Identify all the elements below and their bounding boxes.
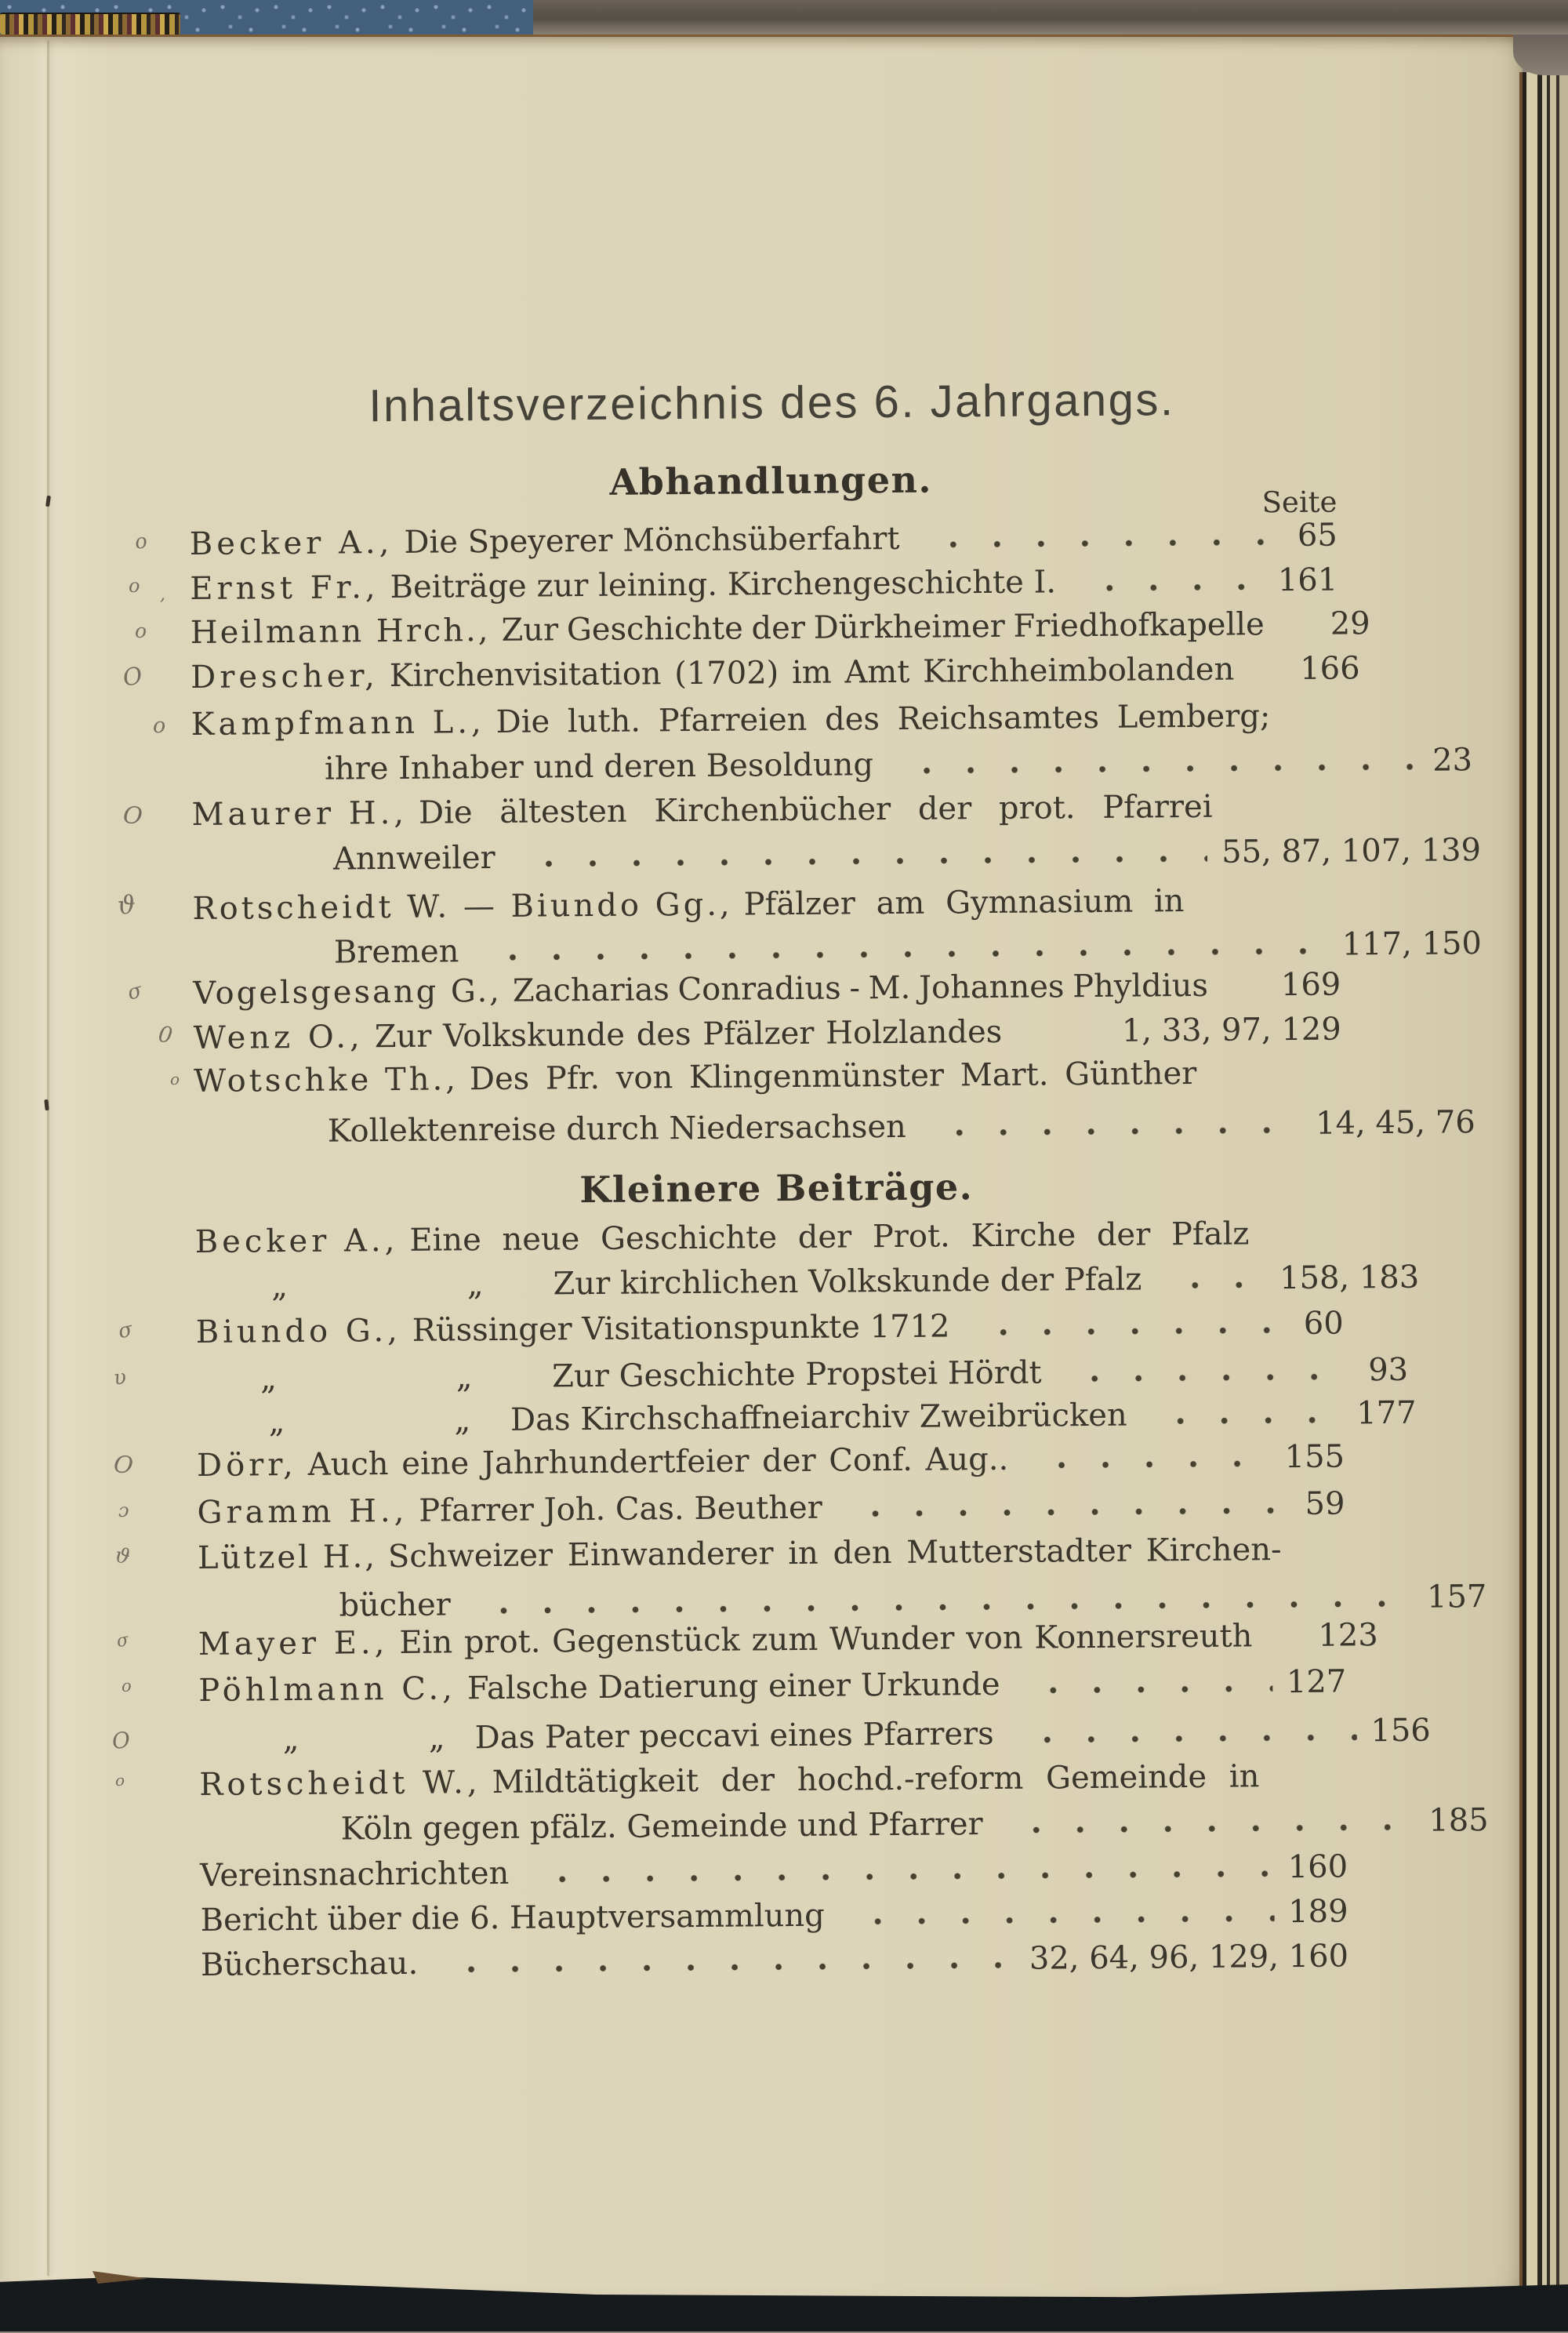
toc-title-text: Pfälzer am Gymnasium in [743,883,1185,923]
section-heading: Kleinere Beiträge. [579,1165,974,1212]
pencil-mark: O [121,662,145,692]
toc-author: Gramm H., [197,1492,408,1531]
toc-line [198,1663,1346,1708]
toc-author: Drescher, [190,658,379,696]
leader-dots [970,1326,1289,1336]
leader-dots [1029,1459,1270,1469]
leader-dots [1076,583,1264,592]
pencil-mark: O [112,1450,135,1481]
leader-dots [438,1961,1015,1974]
toc-title-text: „ „ Zur Geschichte Propstei Hördt [260,1354,1042,1397]
toc-author: Mayer E., [198,1625,389,1663]
leader-gap [1254,671,1286,679]
toc-title-text: Die ältesten Kirchenbücher der prot. Pfarrei [418,788,1213,831]
toc-title-text: Rüssinger Visitationspunkte 1712 [412,1308,950,1349]
toc-page-numbers: 189 [1288,1893,1348,1931]
toc-line [193,967,1341,1012]
toc-title-text: Mildtätigkeit der hochd.-reform Gemeinde in [492,1758,1260,1801]
pencil-mark: o [135,620,147,642]
leader-dots [480,947,1328,962]
pencil-mark: ϑ [116,889,137,921]
pencil-mark: υ [111,1365,128,1390]
toc-line [194,1012,1341,1056]
toc-title-text: Bücherschau. [200,1945,419,1983]
pencil-mark: o [170,1070,180,1088]
toc-author: Rotscheidt W. — Biundo Gg., [192,886,733,928]
toc-page-numbers: 23 [1432,742,1473,779]
toc-page-numbers: 155 [1284,1438,1345,1476]
section-heading: Abhandlungen. [609,458,933,503]
toc-line [190,650,1360,696]
pencil-mark: o [115,1771,125,1790]
toc-title-text: Die luth. Pfarreien des Reichsamtes Lemberg; [495,698,1271,740]
pencil-mark: σ [125,979,145,1005]
toc-title-text: Pfarrer Joh. Cas. Beuther [419,1489,822,1529]
leader-gap [1272,1638,1304,1646]
leader-dots [1004,1823,1415,1834]
toc-line [196,1352,1408,1397]
toc-author: Rotscheidt W., [199,1764,481,1803]
toc-title-text: „ „ Zur kirchlichen Volkskunde der Pfalz [271,1261,1142,1305]
toc-page-numbers: 185 [1428,1802,1489,1839]
pencil-mark: 0 [156,1020,175,1049]
page-title: Inhaltsverzeichnis des 6. Jahrgangs. [368,374,1175,432]
leader-gap [1229,987,1267,995]
toc-line [197,1438,1345,1483]
leader-dots [516,855,1208,868]
toc-page-numbers: 93 [1368,1351,1409,1389]
pencil-mark: o [122,1677,132,1695]
toc-title-text: Schweizer Einwanderer in den Mutterstadter Kirchen- [387,1532,1282,1575]
leader-dots [1062,1372,1355,1383]
toc-line [190,562,1338,607]
toc-line [194,1055,1341,1099]
toc-page-numbers: 32, 64, 96, 129, 160 [1029,1938,1349,1977]
toc-title-text: „ „ Das Kirchschaffneiarchiv Zweibrücken [268,1397,1127,1441]
toc-line [191,698,1338,743]
toc-page-numbers: 127 [1286,1663,1347,1701]
toc-line [199,1757,1347,1802]
leader-dots [1021,1684,1272,1695]
toc-line [195,1215,1343,1259]
toc-title-text: Zur Geschichte der Dürkheimer Friedhofkapelle [501,606,1265,649]
toc-line [196,1395,1416,1441]
pencil-mark: O [111,1726,132,1755]
toc-line [192,882,1340,927]
toc-line [200,1802,1489,1848]
toc-author: Wotschke Th., [194,1061,459,1100]
toc-line [198,1531,1345,1575]
toc-title-text: „ „ Das Pater peccavi eines Pfarrers [282,1716,994,1758]
leader-dots [927,1126,1301,1137]
toc-title-text: Bericht über die 6. Hauptversammlung [200,1897,825,1939]
toc-author: Becker A., [189,524,394,563]
toc-title-text: Die Speyerer Mönchsüberfahrt [404,520,900,561]
leader-dots [1148,1416,1343,1426]
toc-author: Becker A., [194,1222,399,1260]
toc-author: Ernst Fr., [190,569,379,608]
toc-title-text: Annweiler [332,839,495,878]
toc-line [193,925,1482,972]
leader-dots [529,1870,1274,1883]
toc-line [190,605,1370,652]
toc-title-text: Köln gegen pfälz. Gemeinde und Pfarrer [340,1806,983,1848]
toc-page-numbers: 160 [1287,1848,1348,1886]
leader-dots [1162,1281,1265,1289]
toc-page-numbers: 169 [1280,966,1341,1004]
toc-page-numbers: 29 [1330,605,1370,642]
toc-page-numbers: 161 [1277,561,1338,599]
toc-line [201,1938,1348,1982]
toc-title-text: Beiträge zur leining. Kirchengeschichte I. [390,564,1057,606]
toc-author: Lützel H., [197,1539,378,1576]
toc-author: Heilmann Hrch., [190,612,491,652]
pencil-mark: , [160,585,165,605]
pencil-mark: o [153,714,166,738]
toc-title-text: Ein prot. Gegenstück zum Wunder von Konnersreuth [399,1618,1253,1661]
toc-author: Biundo G., [195,1312,401,1350]
toc-line [197,1485,1345,1530]
toc-page-numbers: 14, 45, 76 [1315,1104,1475,1142]
toc-line [199,1713,1431,1758]
toc-line [198,1617,1378,1663]
toc-author: Dörr, [196,1446,297,1484]
toc-title-text: Falsche Datierung einer Urkunde [466,1666,1000,1707]
toc-line [200,1848,1348,1893]
pencil-mark: σ [114,1630,131,1652]
toc-title-text: Eine neue Geschichte der Prot. Kirche der Pfalz [409,1216,1250,1259]
toc-title-text: Vereinsnachrichten [199,1855,510,1894]
leader-dots [845,1914,1274,1925]
toc-page-numbers: 123 [1318,1617,1378,1654]
toc-page-numbers: 60 [1303,1305,1344,1342]
pencil-mark: O [122,801,144,831]
leader-dots [471,1600,1413,1615]
leader-dots [920,538,1283,549]
pencil-mark: o [129,575,140,597]
toc-line [196,1305,1344,1350]
toc-page-numbers: 166 [1300,650,1360,687]
toc-title-text: Zur Volkskunde des Pfälzer Holzlandes [374,1013,1003,1056]
toc-author: Vogelsgesang G., [193,972,503,1012]
toc-title-text: Zacharias Conradius - M. Johannes Phyldius [512,967,1209,1009]
pencil-mark: ɔ [118,1499,129,1521]
leader-dots [894,763,1418,775]
toc-line [191,788,1339,833]
toc-title-text: ihre Inhaber und deren Besoldung [324,747,874,787]
toc-line [191,742,1472,788]
toc-author: Kampfmann L., [191,704,485,743]
toc-line [195,1259,1419,1305]
toc-page-numbers: 1, 33, 97, 129 [1121,1011,1341,1049]
toc-title-text: Kollektenreise durch Niedersachsen [327,1108,906,1150]
seite-column-label: Seite [1261,485,1338,520]
toc-title-text: Des Pfr. von Klingenmünster Mart. Günther [469,1055,1197,1098]
leader-dots [843,1506,1291,1517]
toc-line [192,832,1481,878]
leader-gap [1285,627,1316,634]
pencil-mark: o [132,529,149,554]
leader-gap [1022,1034,1108,1042]
toc-line [194,1104,1475,1150]
toc-page-numbers: 158, 183 [1279,1259,1420,1297]
toc-page-numbers: 65 [1297,517,1338,554]
toc-title-text: Kirchenvisitation (1702) im Amt Kirchheimbolanden [389,651,1235,695]
toc-page-numbers: 117, 150 [1341,925,1483,963]
toc-page-numbers: 59 [1305,1485,1345,1522]
toc-page-numbers: 55, 87, 107, 139 [1221,832,1482,870]
toc-page-numbers: 156 [1370,1712,1431,1750]
toc-author: Maurer H., [191,794,408,834]
toc-line [200,1893,1348,1938]
toc-author: Wenz O., [193,1019,364,1057]
toc-title-text: Bremen [333,933,459,971]
toc-title-text: Auch eine Jahrhundertfeier der Conf. Aug.. [307,1441,1009,1483]
toc-page-numbers: 157 [1426,1579,1487,1615]
leader-dots [1014,1733,1357,1743]
toc-title-text: bücher [339,1586,451,1624]
toc-author: Pöhlmann C., [198,1670,457,1709]
pencil-mark: σ [116,1317,135,1344]
toc-page-numbers: 177 [1356,1394,1417,1432]
pencil-mark: ϑ [113,1543,132,1570]
